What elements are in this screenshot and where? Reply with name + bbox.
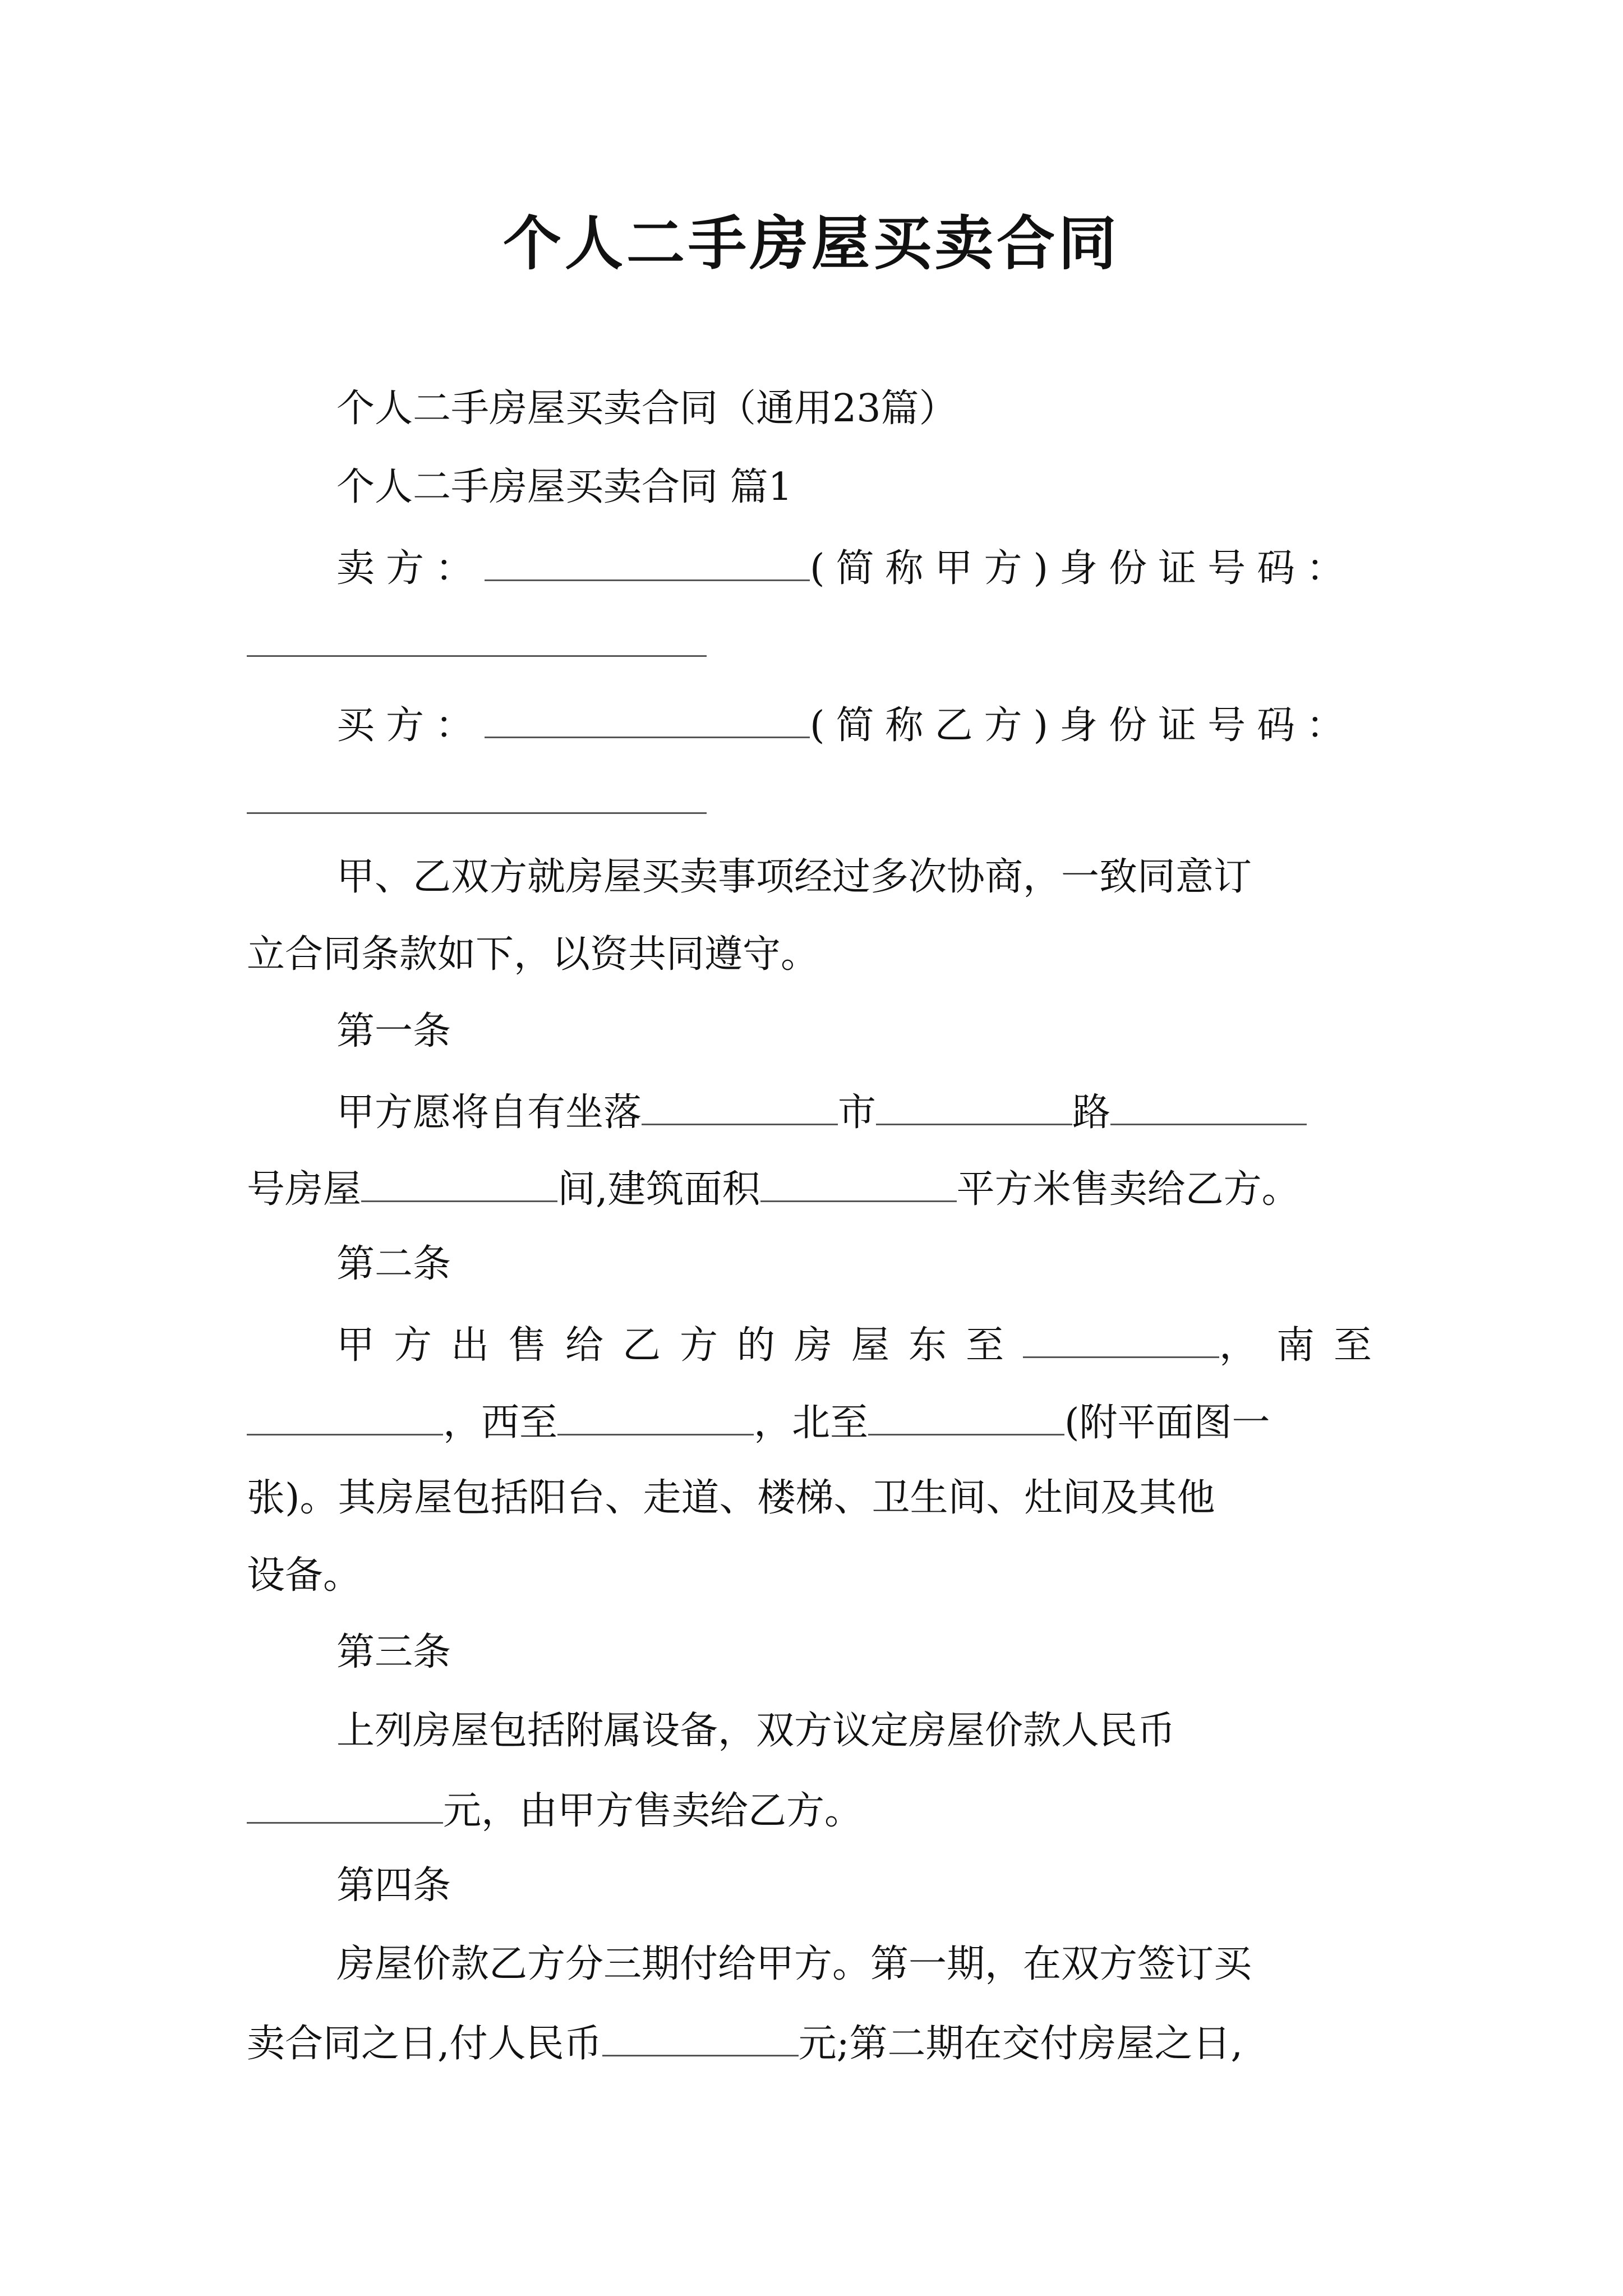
article-2-line-1 <box>336 1323 1391 1368</box>
article-4-text-2: 卖合同之日,付人民币 <box>247 2021 602 2066</box>
road-blank <box>876 1091 1072 1125</box>
article-4-heading: 第四条 <box>336 1864 451 1908</box>
subtitle: 个人二手房屋买卖合同（通用23篇） <box>336 386 957 431</box>
article-1-heading: 第一条 <box>336 1009 451 1053</box>
north-blank <box>868 1401 1064 1435</box>
section-heading: 个人二手房屋买卖合同 篇1 <box>336 465 792 509</box>
seller-line <box>336 546 1356 591</box>
article-4-text-3: 元;第二期在交付房屋之日, <box>798 2021 1243 2066</box>
article-2-line-4: 设备。 <box>247 1553 362 1598</box>
article-3-text-2: 元，由甲方售卖给乙方。 <box>443 1788 863 1833</box>
city-blank <box>642 1091 838 1125</box>
article-2-text-4: ，北至 <box>754 1400 869 1445</box>
rooms-blank <box>361 1168 557 1202</box>
article-2-line-3: 张)。其房屋包括阳台、走道、楼梯、卫生间、灶间及其他 <box>247 1476 1215 1520</box>
intro-line-1: 甲、乙双方就房屋买卖事项经过多次协商，一致同意订 <box>336 855 1252 899</box>
article-3-heading: 第三条 <box>336 1630 451 1674</box>
article-2-text-2: ，南至 <box>1219 1323 1391 1368</box>
area-blank <box>760 1168 957 1202</box>
article-1-line-2 <box>247 1167 1300 1212</box>
seller-id-blank <box>247 623 707 657</box>
article-1-text-3: 路 <box>1072 1090 1111 1135</box>
article-4-line-2 <box>247 2021 1243 2066</box>
article-1-line-1 <box>336 1090 1307 1135</box>
article-1-text-5: 间,建筑面积 <box>557 1167 760 1212</box>
article-2-text-3: ，西至 <box>443 1400 558 1445</box>
seller-label: 卖方： <box>336 546 485 591</box>
intro-line-2: 立合同条款如下，以资共同遵守。 <box>247 932 819 977</box>
seller-id-line <box>247 623 707 664</box>
buyer-line <box>336 703 1356 748</box>
buyer-id-blank <box>247 780 707 814</box>
article-1-text-4: 号房屋 <box>247 1167 362 1212</box>
south-blank <box>247 1401 443 1435</box>
article-1-text-6: 平方米售卖给乙方。 <box>956 1167 1300 1212</box>
price-blank <box>247 1789 443 1824</box>
seller-name-blank <box>485 547 810 581</box>
buyer-label: 买方： <box>336 703 485 748</box>
seller-short-name: (简称甲方)身份证号码： <box>810 546 1356 591</box>
article-4-line-1: 房屋价款乙方分三期付给甲方。第一期，在双方签订买 <box>336 1942 1252 1986</box>
article-1-text-2: 市 <box>838 1090 877 1135</box>
buyer-name-blank <box>485 704 810 738</box>
first-payment-blank <box>602 2022 799 2056</box>
article-3-line-2 <box>247 1788 863 1833</box>
document-title: 个人二手房屋买卖合同 <box>502 209 1120 278</box>
buyer-short-name: (简称乙方)身份证号码： <box>810 703 1356 748</box>
number-blank <box>1110 1091 1307 1125</box>
article-2-text-1: 甲方出售给乙方的房屋东至 <box>336 1323 1023 1368</box>
east-blank <box>1023 1324 1219 1358</box>
article-2-text-5: (附平面图一 <box>1064 1400 1270 1445</box>
buyer-id-line <box>247 780 707 821</box>
article-3-line-1: 上列房屋包括附属设备，双方议定房屋价款人民币 <box>336 1709 1176 1753</box>
west-blank <box>557 1401 754 1435</box>
article-1-text-1: 甲方愿将自有坐落 <box>336 1090 642 1135</box>
article-2-heading: 第二条 <box>336 1242 451 1286</box>
article-2-line-2 <box>247 1400 1270 1445</box>
